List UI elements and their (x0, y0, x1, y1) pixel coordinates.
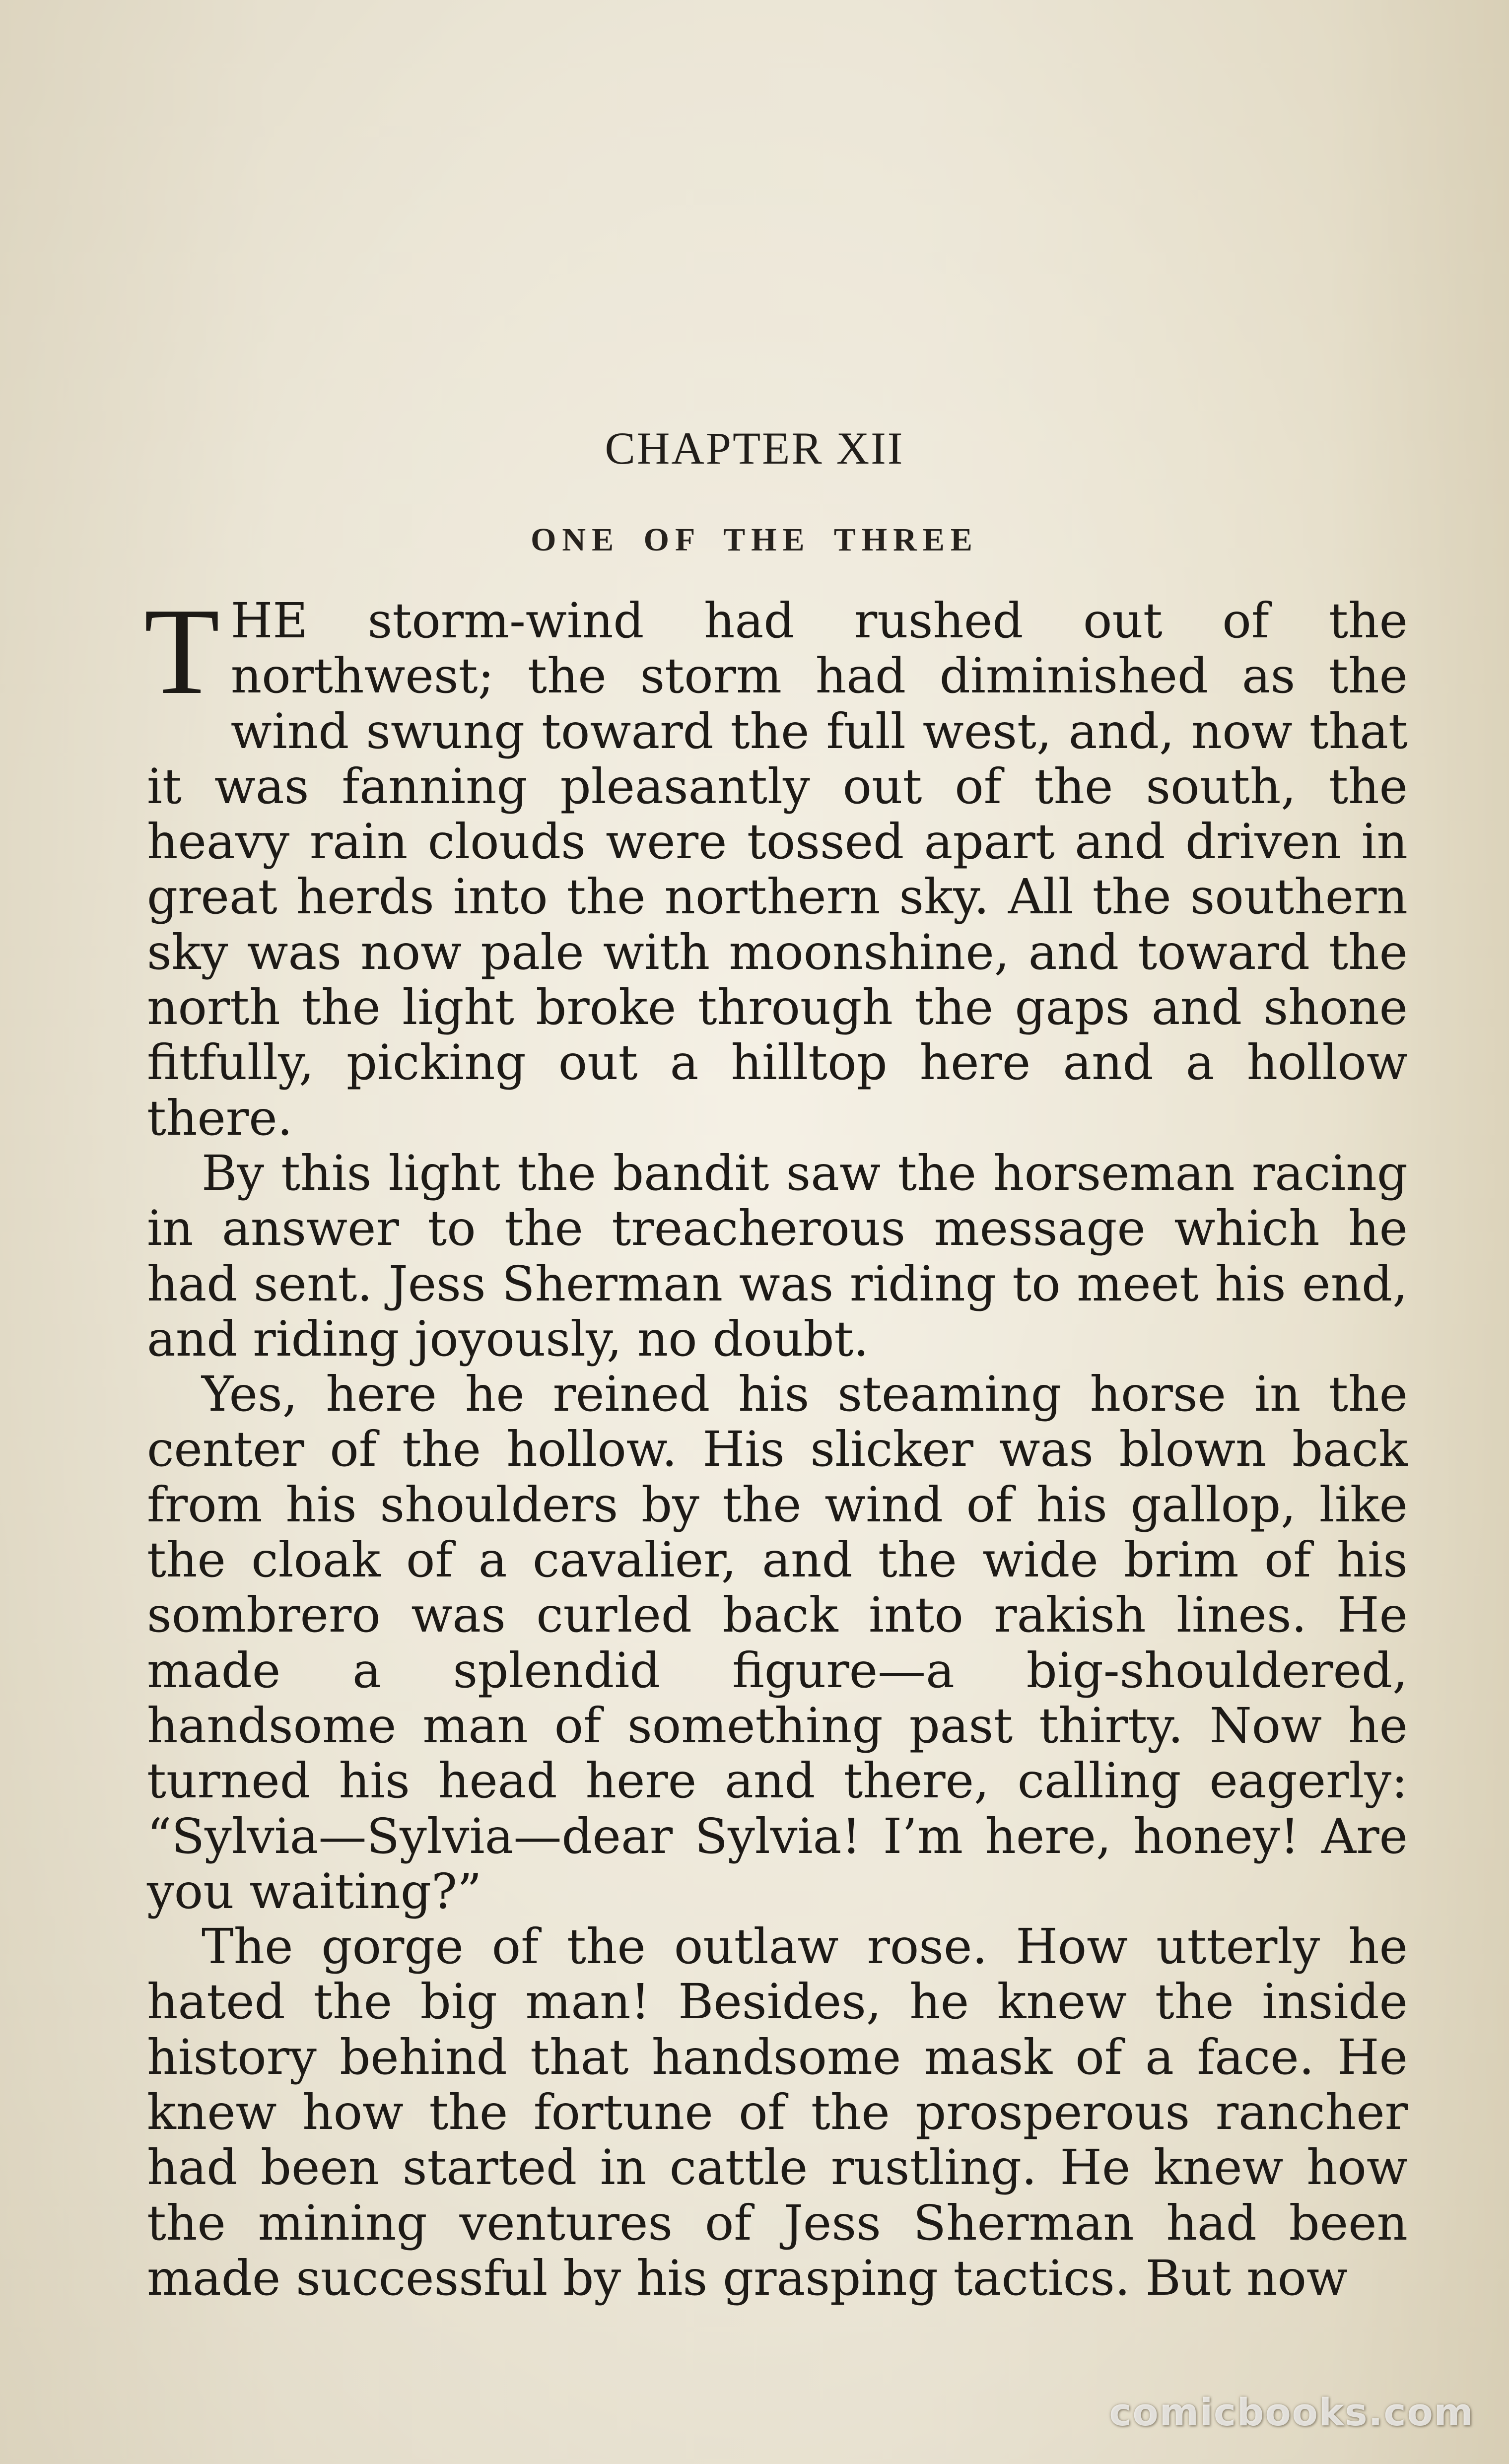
chapter-title: CHAPTER XII (605, 423, 904, 474)
chapter-subtitle: ONE OF THE THREE (531, 522, 978, 558)
paragraph-1-text: HE storm-wind had rushed out of the northwest; the storm had diminished as the wind swung toward the full west, and, now that it was fanning pleasantly out of the south, the heavy rain clouds were tossed apart and driven in great herds into the northern sky. All the southern sky was now pale with moonshine, and toward the north the light broke through the gaps and shone fitfully, picking out a hilltop here and a hollow there. (147, 593, 1408, 1146)
paragraph-1 (144, 583, 1408, 1146)
watermark: comicbooks.com (1109, 2390, 1474, 2434)
drop-cap: T (144, 583, 220, 720)
paragraph-3: Yes, here he reined his steaming horse in the center of the hollow. His slicker was blown back from his shoulders by the wind of his gallop, like the cloak of a cavalier, and the wide brim of his sombrero was curled back into rakish lines. He made a splendid figure—a big-shouldered, handsome man of something past thirty. Now he turned his head here and there, calling eagerly: “Sylvia—Sylvia—dear Sylvia! I’m here, honey! Are you waiting?” (147, 1366, 1408, 1919)
paragraph-4: The gorge of the outlaw rose. How utterly he hated the big man! Besides, he knew the inside history behind that handsome mask of a face. He knew how the fortune of the prosperous rancher had been started in cattle rustling. He knew how the mining ventures of Jess Sherman had been made successful by his grasping tactics. But now (147, 1918, 1408, 2306)
paragraph-2: By this light the bandit saw the horseman racing in answer to the treacherous message which he had sent. Jess Sherman was riding to meet his end, and riding joyously, no doubt. (147, 1145, 1408, 1367)
body-text (144, 583, 1408, 2306)
